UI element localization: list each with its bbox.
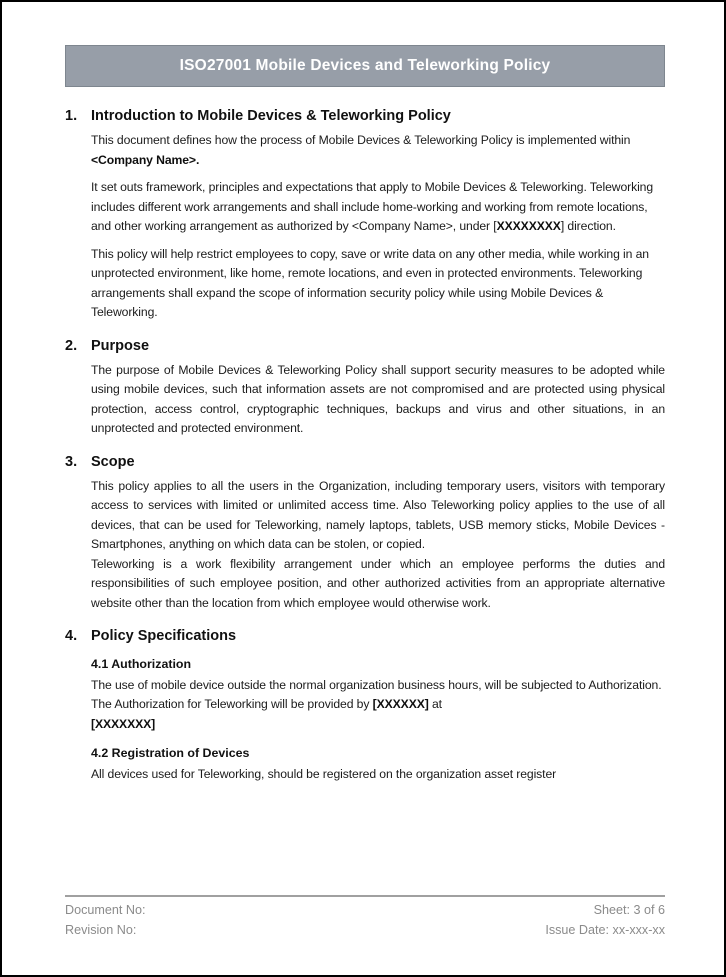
paragraph: [91, 131, 665, 170]
text-run: This policy applies to all the users in the Organization, including temporary users, visitors with temporary access to services with limited or unlimited access time. Also Teleworking policy applies to the use of all devices, that can be used for Teleworking, namely laptops, tablets, USB memory sticks, Mobile Devices - Smartphones, anything on which data can be stolen, or copied.: [91, 478, 665, 551]
section-title: Scope: [91, 453, 135, 470]
section-title: Purpose: [91, 337, 150, 354]
text-run: Teleworking is a work flexibility arrangement under which an employee performs the duties and responsibilities of such employee position, and other authorized activities from an appropriate alternative website other than the location from which employee would otherwise work.: [91, 556, 665, 610]
paragraph: [91, 245, 665, 323]
document-title: ISO27001 Mobile Devices and Teleworking Policy: [179, 57, 551, 74]
paragraph: [91, 178, 665, 237]
subsection-heading: 4.2 Registration of Devices: [91, 746, 250, 760]
section-blocks: [91, 655, 665, 784]
section-number: 1.: [65, 108, 78, 124]
title-banner: [65, 45, 665, 87]
section-number: 3.: [65, 453, 78, 470]
section-heading: [65, 337, 665, 355]
footer-right-column: [545, 901, 665, 940]
section: [65, 453, 665, 614]
placeholder-bold-text: [XXXXXX]: [372, 697, 429, 711]
document-body: [65, 107, 665, 792]
paragraph: [91, 765, 665, 785]
text-run: at: [428, 697, 442, 711]
section-number: 2.: [65, 337, 78, 354]
section: [65, 337, 665, 439]
footer-sheet-number: Sheet: 3 of 6: [593, 903, 665, 917]
footer-issue-date: Issue Date: xx-xxx-xx: [545, 922, 665, 937]
text-run: All devices used for Teleworking, should be registered on the organization asset register: [91, 766, 557, 781]
section-blocks: [91, 477, 665, 614]
text-run: ] direction.: [560, 219, 616, 233]
section-title: Introduction to Mobile Devices & Teleworking Policy: [91, 108, 451, 124]
footer-divider: [65, 895, 665, 897]
subsection-heading: 4.1 Authorization: [91, 657, 192, 671]
paragraph: [91, 676, 665, 735]
placeholder-bold-text: XXXXXXXX: [496, 219, 561, 233]
paragraph: [91, 361, 665, 439]
section-heading: [65, 107, 665, 125]
text-run: This policy will help restrict employees to copy, save or write data on any other media, while working in an unprotected environment, like home, remote locations, and even in protected environments. Teleworking arrangements shall expand the scope of information security policy while using Mobile Devices & Teleworking.: [91, 246, 649, 319]
paragraph: [91, 555, 665, 614]
section: [65, 627, 665, 784]
text-run: The use of mobile device outside the normal organization business hours, will be subjected to Authorization. The Authorization for Teleworking will be provided by: [91, 677, 662, 711]
section-heading: [65, 453, 665, 471]
paragraph: [91, 477, 665, 555]
section-number: 4.: [65, 628, 78, 644]
placeholder-bold-text: <Company Name>.: [91, 152, 200, 167]
section-blocks: [91, 131, 665, 323]
text-run: It set outs framework, principles and expectations that apply to Mobile Devices & Teleworking. Teleworking includes different work arrangements and shall include home-working and working from remote locations, and other working arrangement as authorized by <Company Name>, under [: [91, 180, 654, 233]
text-run: This document defines how the process of Mobile Devices & Teleworking Policy is implemented within: [91, 133, 631, 147]
placeholder-bold-text: [XXXXXXX]: [91, 716, 156, 731]
section-heading: [65, 627, 665, 645]
text-run: The purpose of Mobile Devices & Teleworking Policy shall support security measures to be adopted while using mobile devices, such that information assets are not compromised and are protected using physical protection, access control, cryptographic techniques, backups and virus and other situations, in an unprotected and protected environment.: [91, 362, 665, 435]
footer-document-no: Document No:: [65, 903, 146, 917]
section-title: Policy Specifications: [91, 628, 237, 644]
footer-left-column: [65, 901, 146, 940]
footer-revision-no: Revision No:: [65, 922, 137, 937]
section-blocks: [91, 361, 665, 439]
section: [65, 107, 665, 323]
page-footer: [65, 895, 665, 940]
